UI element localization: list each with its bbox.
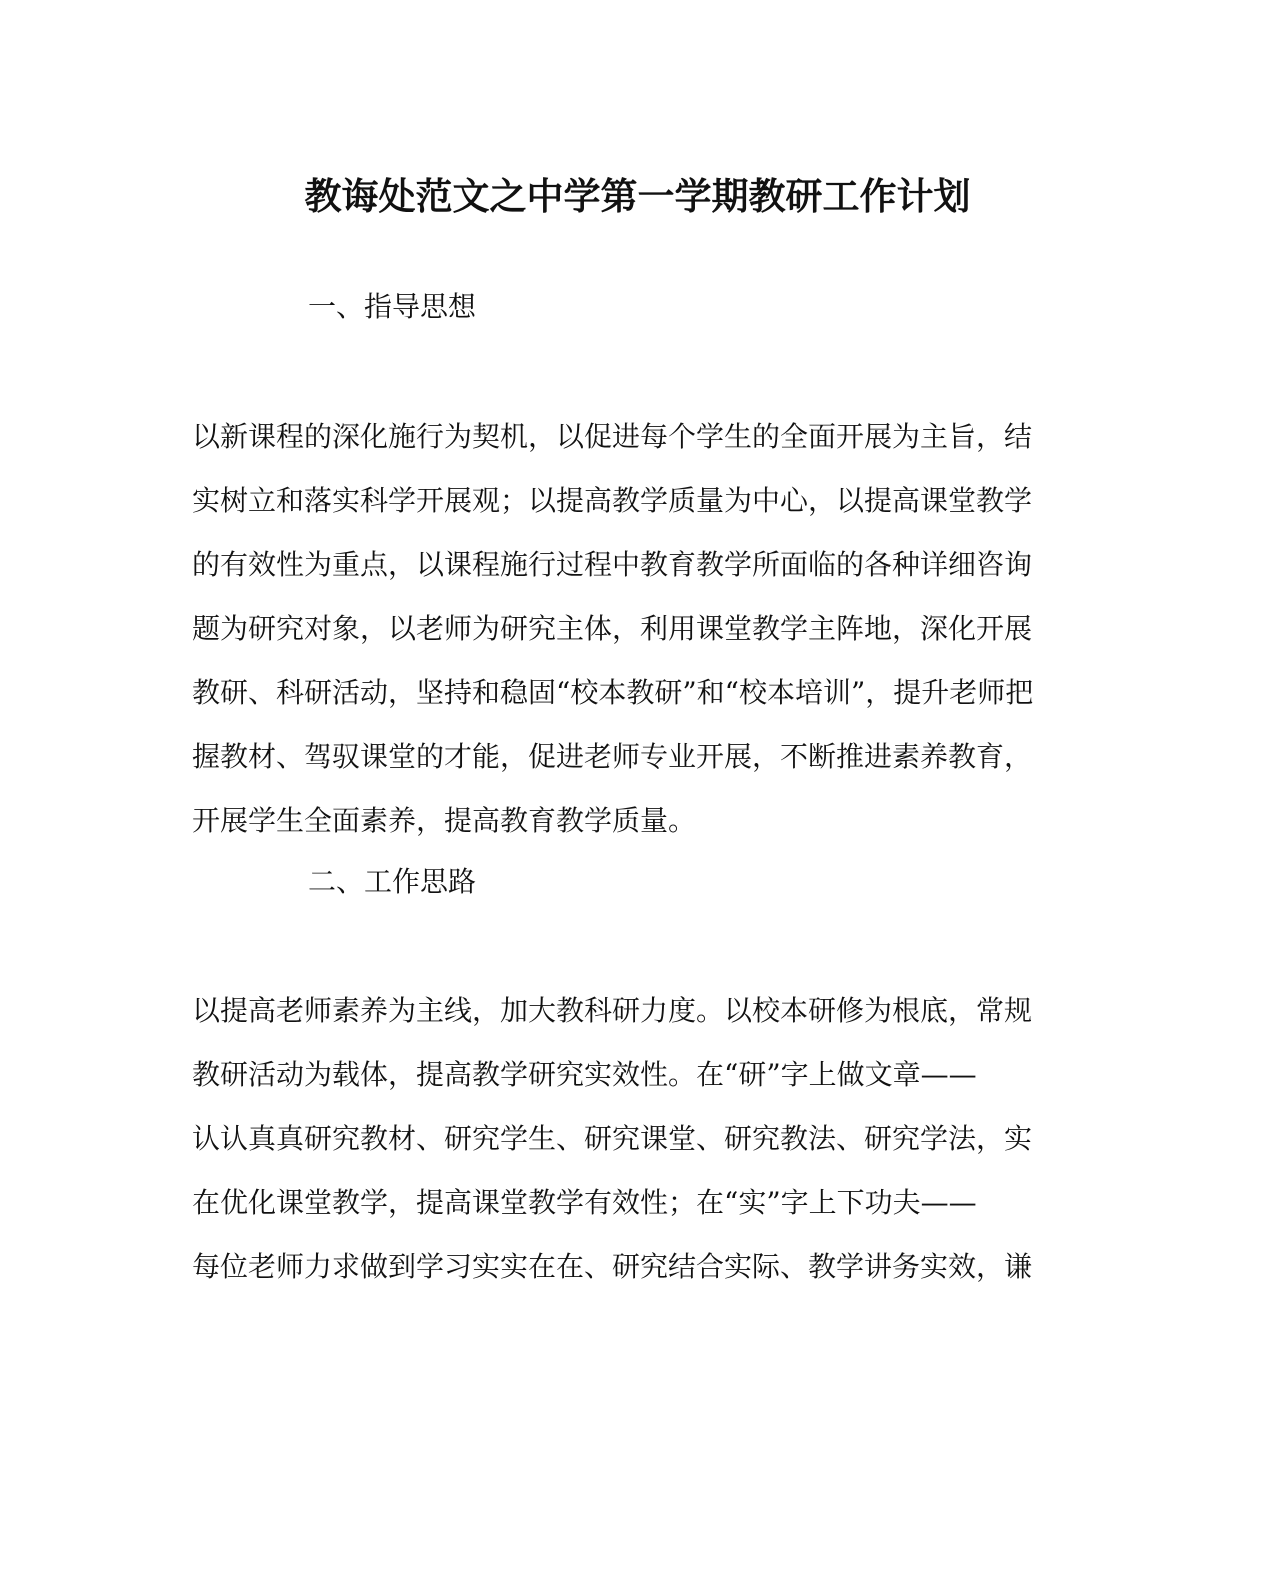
paragraph-work-approach bbox=[192, 979, 1052, 1299]
paragraph-line: 的有效性为重点，以课程施行过程中教育教学所面临的各种详细咨询 bbox=[192, 548, 1033, 581]
section-heading-work-approach: 二、工作思路 bbox=[308, 865, 477, 898]
paragraph-line: 题为研究对象，以老师为研究主体，利用课堂教学主阵地，深化开展 bbox=[192, 612, 1033, 645]
paragraph-line: 教研、科研活动，坚持和稳固“校本教研”和“校本培训”，提升老师把 bbox=[192, 676, 1034, 709]
paragraph-guiding-ideology bbox=[192, 405, 1052, 853]
paragraph-line: 开展学生全面素养，提高教育教学质量。 bbox=[192, 804, 697, 837]
paragraph-line: 以提高老师素养为主线，加大教科研力度。以校本研修为根底，常规 bbox=[192, 994, 1033, 1027]
document-title: 教诲处范文之中学第一学期教研工作计划 bbox=[304, 175, 971, 218]
paragraph-line: 实树立和落实科学开展观；以提高教学质量为中心，以提高课堂教学 bbox=[192, 484, 1033, 517]
paragraph-line: 每位老师力求做到学习实实在在、研究结合实际、教学讲务实效，谦 bbox=[192, 1250, 1033, 1283]
paragraph-line: 在优化课堂教学，提高课堂教学有效性；在“实”字上下功夫—— bbox=[192, 1186, 977, 1219]
paragraph-line: 教研活动为载体，提高教学研究实效性。在“研”字上做文章—— bbox=[192, 1058, 977, 1091]
paragraph-line: 握教材、驾驭课堂的才能，促进老师专业开展，不断推进素养教育， bbox=[192, 740, 1033, 773]
section-heading-guiding-ideology: 一、指导思想 bbox=[308, 290, 477, 323]
paragraph-line: 以新课程的深化施行为契机，以促进每个学生的全面开展为主旨，结 bbox=[192, 420, 1033, 453]
paragraph-line: 认认真真研究教材、研究学生、研究课堂、研究教法、研究学法，实 bbox=[192, 1122, 1033, 1155]
